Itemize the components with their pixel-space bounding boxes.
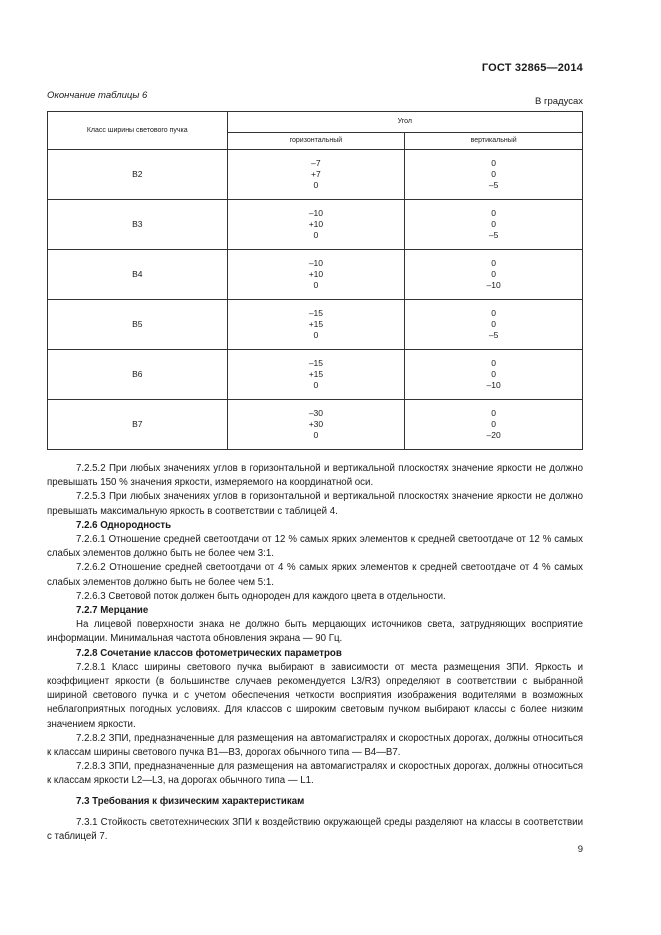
cell-horizontal: –15 +15 0 bbox=[227, 300, 405, 350]
heading-7-2-7: 7.2.7 Мерцание bbox=[76, 605, 149, 617]
paragraph-7-2-8-3: 7.2.8.3 ЗПИ, предназначенные для размещения на автомагистралях и скоростных дорогах, должны относиться к классам яркости L2—L3, на дорогах обычного типа — L1. bbox=[47, 761, 583, 787]
table-row bbox=[48, 400, 583, 450]
paragraph-7-2-8-2: 7.2.8.2 ЗПИ, предназначенные для размещения на автомагистралях и скоростных дорогах, должны относиться к классам ширины светового пучка В1—В3, дорогах обычного типа — В4—В7. bbox=[47, 732, 583, 759]
paragraph-7-2-8-1: 7.2.8.1 Класс ширины светового пучка выбирают в зависимости от места размещения ЗПИ. Яркость и коэффициент яркости (в большинстве случаев рекомендуется L3/R3) определяют в соответствии с выбранной шириной светового пучка и с учетом обеспечения четкости восприятия изображения водителями в возможных неблагоприятных погодных условиях. Для классов с широким световым пучком выбирают классы с более низким значением яркости. bbox=[47, 661, 583, 730]
paragraph-7-2-6-3: 7.2.6.3 Световой поток должен быть однороден для каждого цвета в отдельности. bbox=[76, 590, 446, 602]
table-caption: Окончание таблицы 6 bbox=[47, 90, 148, 101]
cell-vertical: 0 0 –5 bbox=[405, 200, 583, 250]
cell-vertical: 0 0 –10 bbox=[405, 250, 583, 300]
cell-vertical: 0 0 –10 bbox=[405, 350, 583, 400]
cell-class: В4 bbox=[48, 250, 228, 300]
paragraph-7-2-5-3: 7.2.5.3 При любых значениях углов в горизонтальной и вертикальной плоскостях значение яркости не должно превышать максимальную яркость в соответствии с таблицей 4. bbox=[47, 491, 583, 517]
cell-vertical: 0 0 –5 bbox=[405, 300, 583, 350]
paragraph-7-2-6-2: 7.2.6.2 Отношение средней светоотдачи от 4 % самых ярких элементов к средней светоотдаче от 4 % самых слабых элементов должно быть не более чем 5:1. bbox=[47, 562, 583, 588]
paragraph-7-2-7: На лицевой поверхности знака не должно быть мерцающих источников света, затрудняющих восприятие информации. Минимальная частота обновления экрана — 90 Гц. bbox=[47, 619, 583, 645]
table-row bbox=[48, 300, 583, 350]
cell-class: В2 bbox=[48, 150, 228, 200]
cell-class: В7 bbox=[48, 400, 228, 450]
table-row bbox=[48, 200, 583, 250]
cell-vertical: 0 0 –20 bbox=[405, 400, 583, 450]
table-units: В градусах bbox=[535, 96, 583, 107]
table-row bbox=[48, 250, 583, 300]
header-angle: Угол bbox=[227, 112, 582, 133]
header-beam-class: Класс ширины светового пучка bbox=[48, 112, 228, 150]
table-row bbox=[48, 350, 583, 400]
table-row bbox=[48, 150, 583, 200]
cell-class: В5 bbox=[48, 300, 228, 350]
paragraph-7-2-6-1: 7.2.6.1 Отношение средней светоотдачи от 12 % самых ярких элементов к средней светоотдаче от 12 % самых слабых элементов должно быть не более чем 3:1. bbox=[47, 534, 583, 560]
document-code: ГОСТ 32865—2014 bbox=[481, 62, 583, 74]
heading-7-2-6: 7.2.6 Однородность bbox=[76, 519, 172, 531]
header-vertical: вертикальный bbox=[405, 132, 583, 149]
cell-vertical: 0 0 –5 bbox=[405, 150, 583, 200]
cell-horizontal: –7 +7 0 bbox=[227, 150, 405, 200]
cell-horizontal: –10 +10 0 bbox=[227, 250, 405, 300]
paragraph-7-2-5-2: 7.2.5.2 При любых значениях углов в горизонтальной и вертикальной плоскостях значение яркости не должно превышать 150 % значения яркости, измеряемого на координатной оси. bbox=[47, 463, 583, 489]
cell-class: В3 bbox=[48, 200, 228, 250]
cell-horizontal: –30 +30 0 bbox=[227, 400, 405, 450]
heading-7-2-8: 7.2.8 Сочетание классов фотометрических параметров bbox=[76, 647, 342, 659]
page-number: 9 bbox=[577, 844, 583, 855]
document-body bbox=[47, 462, 583, 844]
header-horizontal: горизонтальный bbox=[227, 132, 405, 149]
cell-horizontal: –15 +15 0 bbox=[227, 350, 405, 400]
paragraph-7-3-1: 7.3.1 Стойкость светотехнических ЗПИ к воздействию окружающей среды разделяют на классы в соответствии с таблицей 7. bbox=[47, 816, 583, 843]
cell-class: В6 bbox=[48, 350, 228, 400]
cell-horizontal: –10 +10 0 bbox=[227, 200, 405, 250]
beam-width-table bbox=[47, 111, 583, 450]
heading-7-3: 7.3 Требования к физическим характеристикам bbox=[76, 795, 305, 807]
